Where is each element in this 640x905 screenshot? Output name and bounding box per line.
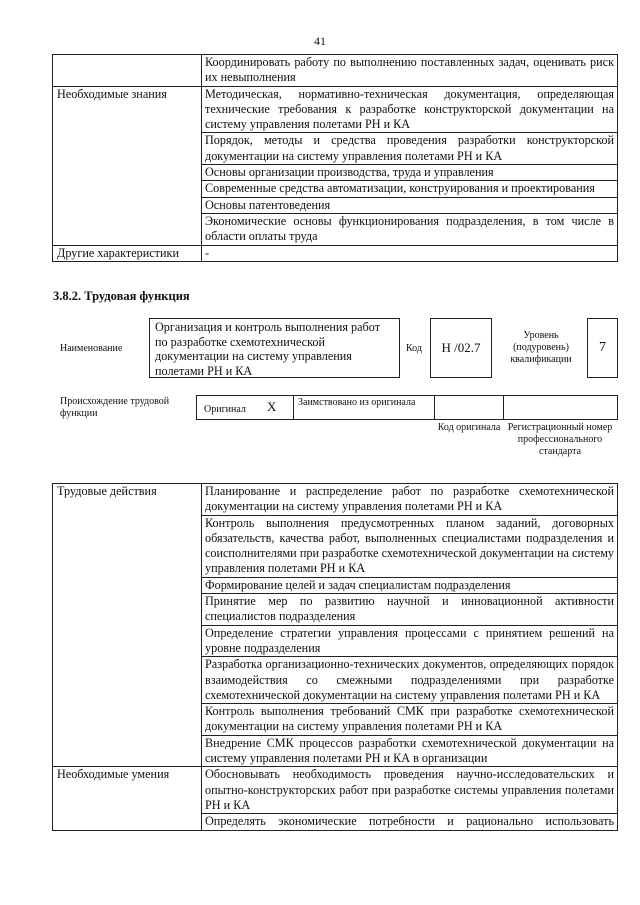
borrowed-cell (293, 395, 435, 420)
table-cell: Основы патентоведения (202, 197, 618, 213)
name-label: Наименование (60, 343, 123, 354)
page-bottom-margin (52, 854, 618, 905)
reg-number-cell (503, 395, 618, 420)
original-cell (196, 395, 294, 420)
table-cell: Современные средства автоматизации, конструирования и проектирования (202, 181, 618, 197)
labor-function-table (52, 483, 618, 831)
page-number: 41 (314, 34, 326, 48)
reg-number-label: Регистрационный номер профессионального стандарта (507, 422, 613, 457)
table-cell: Порядок, методы и средства проведения разработки конструкторской документации на систему управления полетами РН и КА (202, 133, 618, 165)
table-cell: Экономические основы функционирования подразделения, в том числе в области оплаты труда (202, 213, 618, 245)
table-row (53, 55, 618, 87)
row-label: Трудовые действия (53, 484, 202, 767)
origin-row (196, 395, 618, 420)
table-cell: Внедрение СМК процессов разработки схемотехнической документации на систему управления полетами РН и КА в организации (202, 735, 618, 767)
table-cell: Методическая, нормативно-техническая документация, определяющая технические требования к разработке конструкторской документации на систему управления полетами РН и КА (202, 86, 618, 133)
table-row (53, 767, 618, 814)
requirements-table-top (52, 54, 618, 262)
table-cell: Контроль выполнения требований СМК при разработке схемотехнической документации на систему управления полетами РН и КА (202, 704, 618, 736)
row-label (53, 55, 202, 87)
table-row (53, 245, 618, 261)
table-cell: Обосновывать необходимость проведения научно-исследовательских и опытно-конструкторских работ при разработке системы управления полетами РН и КА (202, 767, 618, 814)
table-row (53, 86, 618, 133)
table-cell: Координировать работу по выполнению поставленных задач, оценивать риск их невыполнения (202, 55, 618, 87)
origin-label: Происхождение трудовой функции (60, 396, 170, 419)
borrowed-label: Заимствовано из оригинала (298, 397, 416, 408)
code-value-box: H /02.7 (430, 318, 492, 378)
table-cell: Формирование целей и задач специалистам подразделения (202, 577, 618, 593)
level-label: Уровень (подуровень) квалификации (510, 330, 572, 365)
table-cell: Контроль выполнения предусмотренных планом заданий, договорных обязательств, качества работ, выполненных специалистами подразделения и соисполнителями при разработке схемотехнической документации на систему управления полетами РН и КА (202, 515, 618, 577)
table-cell: - (202, 245, 618, 261)
table-row (53, 484, 618, 516)
row-label: Другие характеристики (53, 245, 202, 261)
row-label: Необходимые знания (53, 86, 202, 245)
table-cell: Планирование и распределение работ по разработке схемотехнической документации на систему управления полетами РН и КА (202, 484, 618, 516)
original-mark: X (267, 399, 277, 414)
level-value-box: 7 (587, 318, 618, 378)
table-cell: Определение стратегии управления процессами с принятием решений на уровне подразделения (202, 625, 618, 657)
original-label: Оригинал (204, 404, 246, 415)
function-name-box: Организация и контроль выполнения работ по разработке схемотехнической документации на систему управления полетами РН и КА (149, 318, 400, 378)
table-cell: Принятие мер по развитию научной и инновационной активности специалистов подразделения (202, 594, 618, 626)
code-original-cell (434, 395, 504, 420)
section-heading: 3.8.2. Трудовая функция (53, 289, 190, 303)
table-cell: Основы организации производства, труда и управления (202, 165, 618, 181)
code-original-label: Код оригинала (437, 422, 501, 433)
table-cell: Разработка организационно-технических документов, определяющих порядок взаимодействия со смежными подразделениями при разработке схемотехнической документации на систему управления полетами РН и КА (202, 657, 618, 704)
code-label: Код (406, 343, 422, 354)
row-label: Необходимые умения (53, 767, 202, 830)
table-cell: Определять экономические потребности и рационально использовать (202, 814, 618, 830)
